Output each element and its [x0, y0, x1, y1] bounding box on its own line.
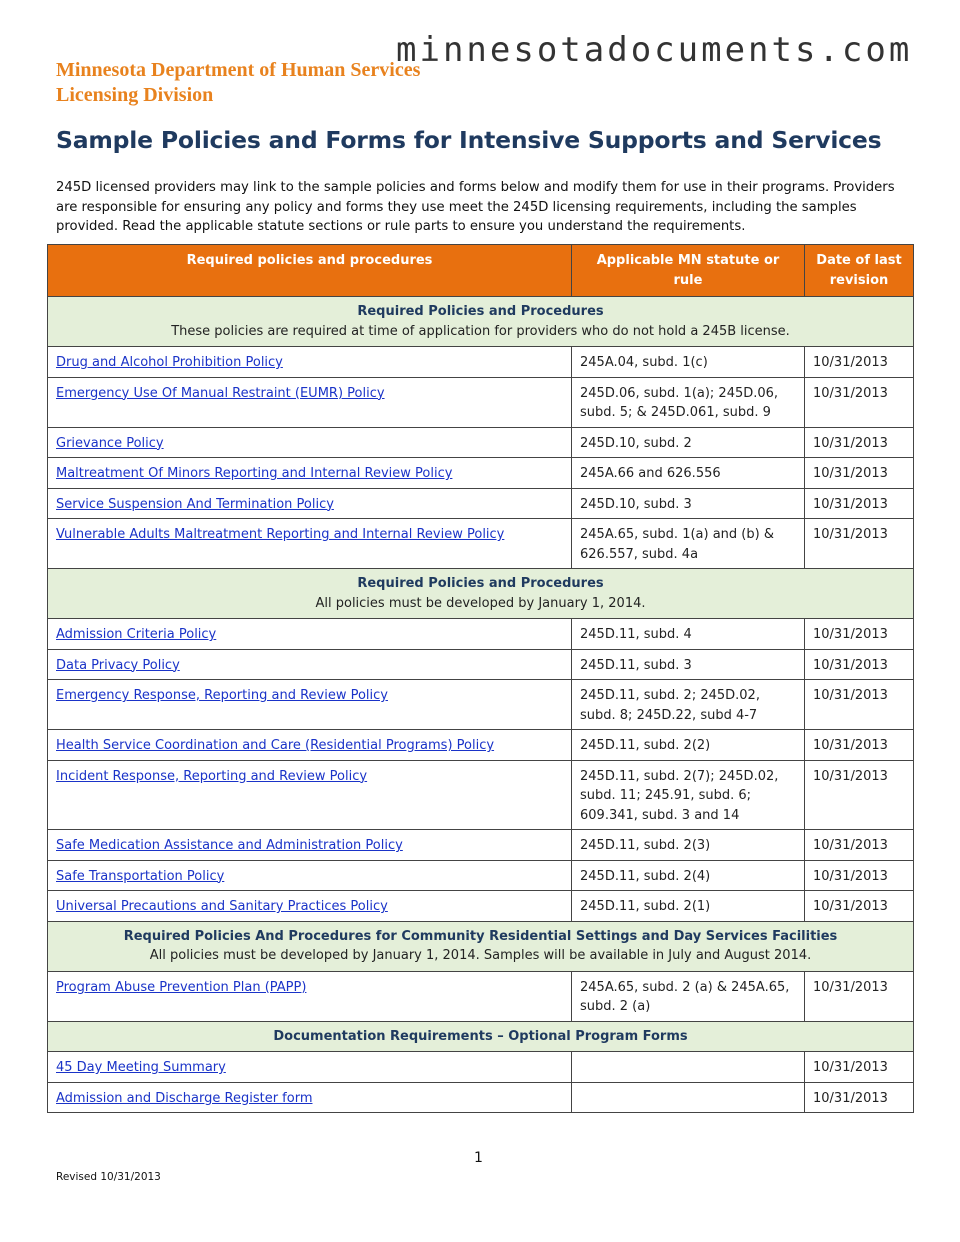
column-header-date: Date of last revision	[805, 245, 914, 297]
section-header-cell	[48, 921, 914, 971]
policy-link[interactable]: Emergency Use Of Manual Restraint (EUMR) Policy	[56, 385, 385, 401]
table-row	[48, 971, 914, 1021]
statute-cell: 245D.10, subd. 3	[572, 488, 805, 519]
statute-cell: 245A.65, subd. 2 (a) & 245A.65, subd. 2 (a)	[572, 971, 805, 1021]
policy-link[interactable]: Admission Criteria Policy	[56, 627, 217, 642]
statute-cell: 245D.11, subd. 2(1)	[572, 891, 805, 922]
table-row	[48, 1082, 914, 1113]
table-row	[48, 830, 914, 861]
revision-date-cell: 10/31/2013	[805, 760, 914, 830]
statute-cell	[572, 1052, 805, 1083]
revision-date-cell: 10/31/2013	[805, 458, 914, 489]
revision-date-cell: 10/31/2013	[805, 730, 914, 761]
statute-cell: 245A.66 and 626.556	[572, 458, 805, 489]
policy-cell	[48, 830, 572, 861]
column-header-policy: Required policies and procedures	[48, 245, 572, 297]
revision-date-cell: 10/31/2013	[805, 427, 914, 458]
policy-cell	[48, 1052, 572, 1083]
policy-cell	[48, 680, 572, 730]
revision-date-cell: 10/31/2013	[805, 1052, 914, 1083]
policy-cell	[48, 649, 572, 680]
policy-link[interactable]: Incident Response, Reporting and Review Policy	[56, 768, 368, 784]
policy-cell	[48, 760, 572, 830]
section-header-row	[48, 1021, 914, 1052]
policy-link[interactable]: Drug and Alcohol Prohibition Policy	[56, 355, 283, 370]
statute-cell: 245A.04, subd. 1(c)	[572, 347, 805, 378]
statute-cell: 245D.10, subd. 2	[572, 427, 805, 458]
policy-link[interactable]: Data Privacy Policy	[56, 657, 180, 673]
table-row	[48, 427, 914, 458]
watermark: minnesotadocuments.com	[396, 30, 913, 70]
revision-date-cell: 10/31/2013	[805, 860, 914, 891]
table-body	[48, 297, 914, 1113]
section-header-row	[48, 921, 914, 971]
table-row	[48, 760, 914, 830]
policy-cell	[48, 427, 572, 458]
policy-link[interactable]: Service Suspension And Termination Policy	[56, 496, 334, 512]
revision-date-cell: 10/31/2013	[805, 649, 914, 680]
revision-date-cell: 10/31/2013	[805, 377, 914, 427]
policy-cell	[48, 730, 572, 761]
section-subtitle: All policies must be developed by January 1, 2014. Samples will be available in July and August 2014.	[149, 948, 812, 963]
section-title: Required Policies and Procedures	[357, 304, 604, 319]
statute-cell: 245D.11, subd. 2(2)	[572, 730, 805, 761]
table-row	[48, 891, 914, 922]
section-header-cell	[48, 569, 914, 619]
section-title: Required Policies and Procedures	[357, 576, 604, 591]
revision-date-cell: 10/31/2013	[805, 1082, 914, 1113]
revision-date-cell: 10/31/2013	[805, 830, 914, 861]
policy-link[interactable]: Vulnerable Adults Maltreatment Reporting and Internal Review Policy	[56, 527, 505, 542]
section-header-row	[48, 569, 914, 619]
organization-header	[56, 58, 420, 108]
statute-cell: 245A.65, subd. 1(a) and (b) & 626.557, subd. 4a	[572, 519, 805, 569]
revision-footer: Revised 10/31/2013	[56, 1171, 161, 1183]
statute-cell: 245D.11, subd. 2(4)	[572, 860, 805, 891]
policy-link[interactable]: Grievance Policy	[56, 435, 164, 451]
statute-cell: 245D.11, subd. 3	[572, 649, 805, 680]
policy-cell	[48, 619, 572, 650]
policy-cell	[48, 1082, 572, 1113]
intro-paragraph: 245D licensed providers may link to the sample policies and forms below and modify them for use in their programs. Providers are responsible for ensuring any policy and forms they use meet the 245D licensing requirements, including the samples provided. Read the applicable statute sections or rule parts to ensure you understand the requirements.	[56, 180, 895, 234]
policies-table	[47, 244, 914, 1113]
policy-cell	[48, 971, 572, 1021]
policy-cell	[48, 347, 572, 378]
policy-link[interactable]: Program Abuse Prevention Plan (PAPP)	[56, 979, 307, 995]
section-title: Required Policies And Procedures for Community Residential Settings and Day Services Facilities	[123, 928, 838, 944]
policy-cell	[48, 891, 572, 922]
statute-cell: 245D.11, subd. 2(3)	[572, 830, 805, 861]
section-header-cell	[48, 1021, 914, 1052]
table-row	[48, 680, 914, 730]
section-title: Documentation Requirements – Optional Program Forms	[273, 1028, 688, 1044]
policy-link[interactable]: 45 Day Meeting Summary	[56, 1060, 226, 1075]
revision-date-cell: 10/31/2013	[805, 891, 914, 922]
org-division: Licensing Division	[56, 84, 214, 106]
table-row	[48, 488, 914, 519]
policy-cell	[48, 519, 572, 569]
column-header-statute: Applicable MN statute or rule	[572, 245, 805, 297]
policy-link[interactable]: Health Service Coordination and Care (Residential Programs) Policy	[56, 738, 495, 753]
section-subtitle: All policies must be developed by January 1, 2014.	[315, 595, 646, 611]
table-row	[48, 860, 914, 891]
table-row	[48, 730, 914, 761]
statute-cell: 245D.11, subd. 2; 245D.02, subd. 8; 245D.22, subd 4-7	[572, 680, 805, 730]
policy-link[interactable]: Emergency Response, Reporting and Review Policy	[56, 688, 388, 703]
revision-date-cell: 10/31/2013	[805, 680, 914, 730]
table-row	[48, 377, 914, 427]
table-row	[48, 619, 914, 650]
page-number: 1	[474, 1150, 483, 1166]
policy-cell	[48, 488, 572, 519]
table-row	[48, 649, 914, 680]
policy-link[interactable]: Universal Precautions and Sanitary Practices Policy	[56, 899, 388, 914]
statute-cell: 245D.06, subd. 1(a); 245D.06, subd. 5; & 245D.061, subd. 9	[572, 377, 805, 427]
revision-date-cell: 10/31/2013	[805, 488, 914, 519]
statute-cell: 245D.11, subd. 2(7); 245D.02, subd. 11; 245.91, subd. 6; 609.341, subd. 3 and 14	[572, 760, 805, 830]
org-name: Minnesota Department of Human Services	[56, 59, 421, 81]
policy-cell	[48, 860, 572, 891]
revision-date-cell: 10/31/2013	[805, 971, 914, 1021]
section-subtitle: These policies are required at time of application for providers who do not hold a 245B license.	[171, 323, 790, 339]
table-row	[48, 347, 914, 378]
revision-date-cell: 10/31/2013	[805, 347, 914, 378]
section-header-cell	[48, 297, 914, 347]
table-row	[48, 519, 914, 569]
policy-cell	[48, 377, 572, 427]
policy-link[interactable]: Safe Medication Assistance and Administration Policy	[56, 838, 403, 853]
revision-date-cell: 10/31/2013	[805, 519, 914, 569]
table-row	[48, 458, 914, 489]
table-row	[48, 1052, 914, 1083]
policy-link[interactable]: Safe Transportation Policy	[56, 868, 225, 884]
statute-cell: 245D.11, subd. 4	[572, 619, 805, 650]
table-header-row	[48, 245, 914, 297]
statute-cell	[572, 1082, 805, 1113]
page-title: Sample Policies and Forms for Intensive Supports and Services	[56, 126, 882, 154]
policy-cell	[48, 458, 572, 489]
section-header-row	[48, 297, 914, 347]
policy-link[interactable]: Maltreatment Of Minors Reporting and Internal Review Policy	[56, 466, 453, 481]
policy-link[interactable]: Admission and Discharge Register form	[56, 1090, 313, 1106]
revision-date-cell: 10/31/2013	[805, 619, 914, 650]
